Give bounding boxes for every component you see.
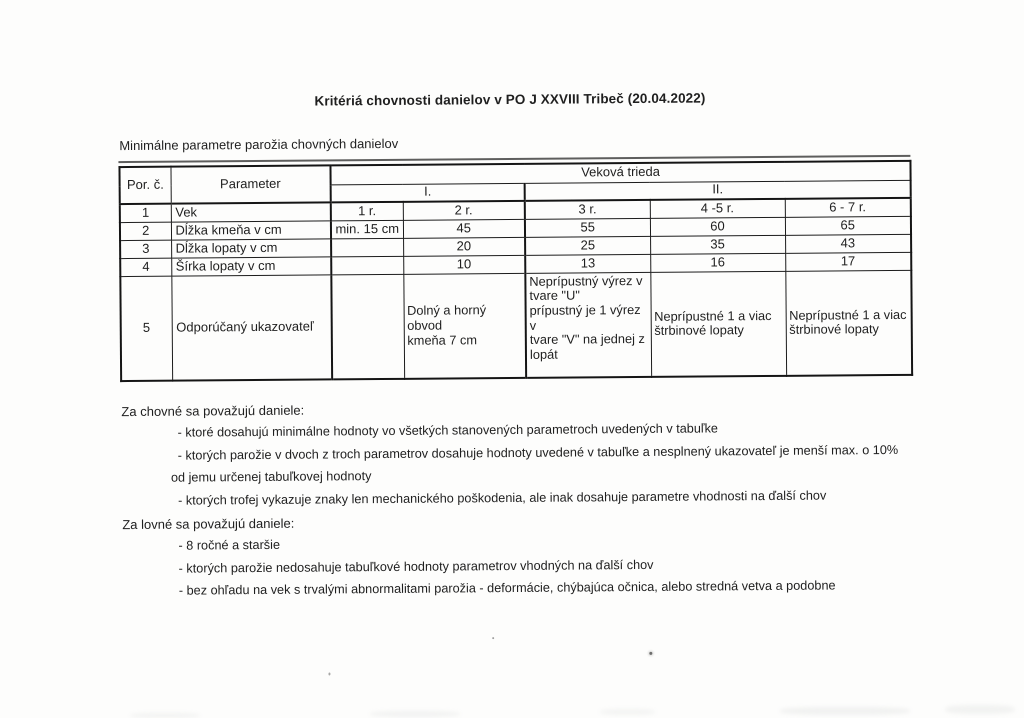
value-cell (331, 238, 403, 257)
value-cell: 60 (650, 217, 785, 236)
param-name: Vek (171, 202, 331, 221)
value-cell: 6 - 7 r. (785, 198, 911, 217)
section-heading: Za lovné sa považujú daniele: (122, 515, 295, 533)
value-cell: Neprípustné 1 a viac štrbinové lopaty (785, 270, 912, 376)
param-name: Dĺžka lopaty v cm (171, 238, 331, 257)
scan-speck (492, 637, 494, 639)
param-name: Dĺžka kmeňa v cm (171, 220, 331, 239)
bullet-item: - bez ohľadu na vek s trvalými abnormalitami parožia - deformácie, chýbajúca očnica, alebo stredná vetva a podobne (178, 578, 836, 598)
value-cell: 25 (525, 236, 650, 255)
value-cell: 65 (785, 216, 911, 235)
parameters-table (118, 160, 913, 382)
value-cell: 3 r. (525, 200, 650, 219)
section-chovne (121, 395, 922, 513)
value-cell: Neprípustné 1 a viac štrbinové lopaty (650, 271, 786, 377)
row-number: 3 (120, 240, 171, 258)
table-row (120, 270, 912, 381)
scan-edge-smudge (600, 709, 655, 715)
value-cell: 4 -5 r. (650, 199, 785, 218)
row-number: 5 (120, 276, 172, 381)
scan-speck (328, 672, 330, 675)
header-group-i: I. (331, 183, 525, 203)
header-por-c: Por. č. (119, 167, 170, 204)
value-cell: 10 (403, 255, 525, 274)
value-cell: 55 (525, 218, 650, 237)
bullet-item: - 8 ročné a staršie (178, 537, 281, 553)
value-cell: 2 r. (403, 201, 525, 220)
row-number: 4 (120, 258, 171, 276)
value-cell (331, 274, 404, 380)
scan-edge-smudge (945, 705, 1015, 714)
scan-speck (649, 652, 652, 655)
value-cell: min. 15 cm (331, 220, 403, 239)
value-cell: 20 (403, 237, 525, 256)
bullet-item: - ktorých parožie nedosahuje tabuľkové hodnoty parametrov vhodných na ďalší chov (178, 557, 654, 576)
value-cell: 1 r. (331, 202, 403, 221)
row-number: 1 (120, 204, 171, 222)
page-title: Kritériá chovnosti danielov v PO J XXVIII Tribeč (20.04.2022) (314, 90, 706, 109)
section-heading: Za chovné sa považujú daniele: (121, 402, 305, 420)
param-name: Odporúčaný ukazovateľ (171, 274, 332, 380)
scan-edge-smudge (130, 713, 200, 718)
header-group-ii: II. (525, 180, 911, 201)
value-cell (331, 256, 403, 275)
bullet-item: - ktorých parožie v dvoch z troch parametrov dosahuje hodnoty uvedené v tabuľke a nesplnený ukazovateľ je menší max. o 10% od jemu určenej tabuľkovej hodnoty (170, 442, 899, 485)
value-cell: 13 (525, 254, 650, 273)
value-cell: 17 (785, 252, 911, 271)
param-name: Šírka lopaty v cm (171, 256, 331, 275)
scan-edge-smudge (370, 711, 460, 717)
row-number: 2 (120, 222, 171, 240)
value-cell: Dolný a horný obvod kmeňa 7 cm (403, 273, 526, 379)
page-subtitle: Minimálne parametre parožia chovných danielov (119, 135, 399, 154)
parameters-table-wrap (118, 160, 911, 382)
value-cell: Neprípustný výrez v tvare "U" prípustný je 1 výrez v tvare "V" na jednej z lopát (525, 272, 651, 378)
bullet-item: - ktorých trofej vykazuje znaky len mechanického poškodenia, ale inak dosahuje parametre vhodnosti na ďalší chov (178, 488, 827, 508)
scan-edge-smudge (780, 707, 910, 715)
section-lovne (122, 508, 923, 603)
header-vekova-trieda: Veková trieda (330, 161, 910, 185)
value-cell: 43 (785, 234, 911, 253)
bullet-item: - ktoré dosahujú minimálne hodnoty vo všetkých stanovených parametroch uvedených v tabuľke (177, 421, 719, 440)
value-cell: 16 (650, 253, 785, 272)
header-parameter: Parameter (170, 165, 330, 203)
value-cell: 45 (403, 219, 525, 238)
value-cell: 35 (650, 235, 785, 254)
